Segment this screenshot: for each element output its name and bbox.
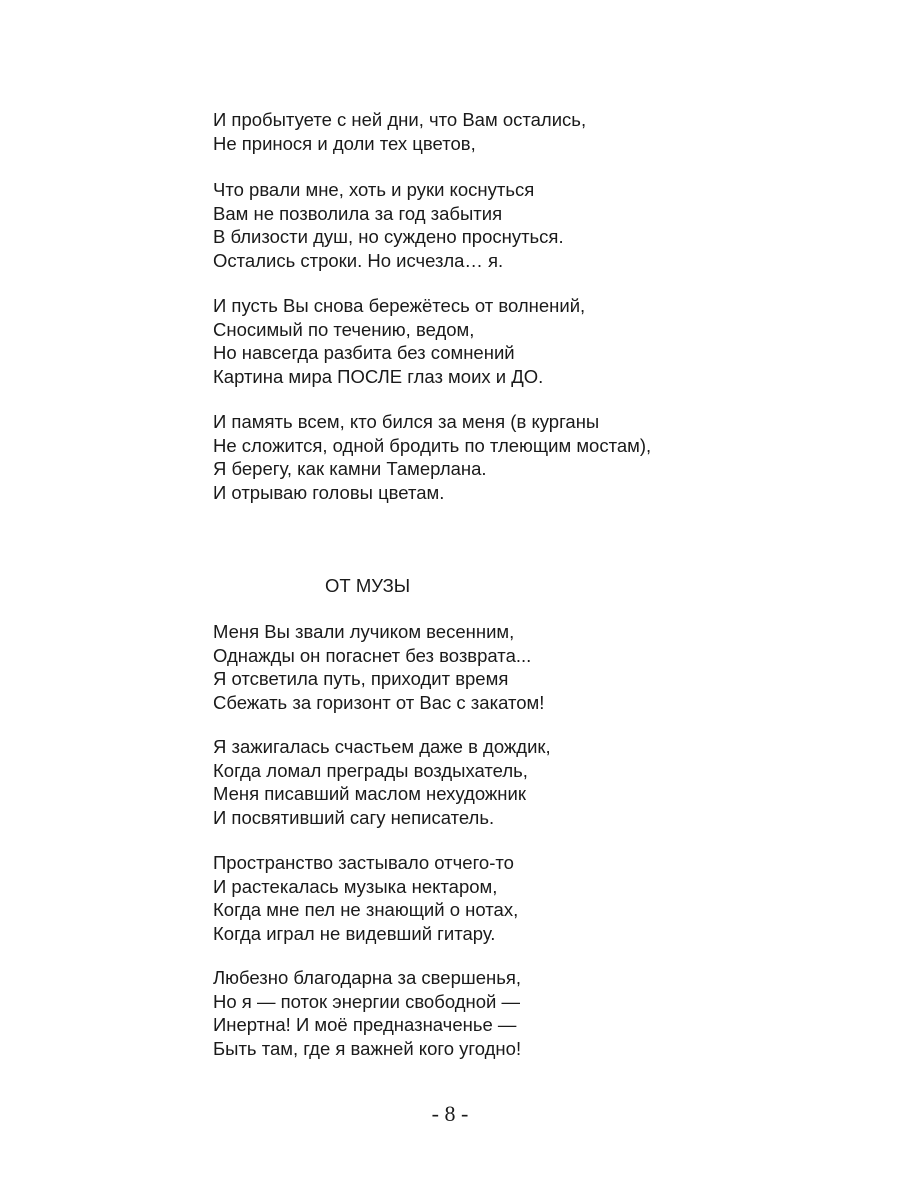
poem-line: И посвятивший сагу неписатель. — [213, 806, 495, 828]
poem-line: Когда мне пел не знающий о нотах, — [213, 899, 519, 920]
poem-line: Пространство застывало отчего-то — [213, 852, 514, 873]
poem-line: Сносимый по течению, ведом, — [213, 318, 475, 340]
poem-line: И растекалась музыка нектаром, — [213, 875, 498, 897]
poem-line: Я берегу, как камни Тамерлана. — [213, 458, 487, 479]
poem-line: Не принося и доли тех цветов, — [213, 132, 476, 154]
poem-line: Остались строки. Но исчезла… я. — [213, 249, 504, 271]
poem-line: Но я — поток энергии свободной — — [213, 990, 520, 1012]
poem2-stanza-1 — [213, 620, 544, 714]
poem-line: Когда играл не видевший гитару. — [213, 922, 496, 944]
poem-line: Меня Вы звали лучиком весенним, — [213, 621, 515, 642]
poem2-stanza-2 — [213, 735, 551, 829]
poem2-stanza-3 — [213, 851, 518, 945]
poem-line: Что рвали мне, хоть и руки коснуться — [213, 179, 535, 200]
poem-line: И пробытуете с ней дни, что Вам остались, — [213, 109, 587, 130]
poem-line: И память всем, кто бился за меня (в курганы — [213, 411, 600, 432]
poem1-stanza-3 — [213, 294, 585, 388]
poem-title: ОТ МУЗЫ — [325, 575, 411, 596]
poem-line: Любезно благодарна за свершенья, — [213, 967, 522, 988]
poem-line: Быть там, где я важней кого угодно! — [213, 1037, 522, 1059]
poem-line: Я зажигалась счастьем даже в дождик, — [213, 736, 551, 757]
poem1-stanza-4 — [213, 410, 651, 504]
poem-line: И отрываю головы цветам. — [213, 481, 445, 503]
poem-line: Меня писавший маслом нехудожник — [213, 783, 526, 804]
poem-line: Когда ломал преграды воздыхатель, — [213, 759, 528, 781]
poem-line: Сбежать за горизонт от Вас с закатом! — [213, 691, 545, 713]
poem-line: Вам не позволила за год забытия — [213, 202, 503, 224]
poem-line: В близости душ, но суждено проснуться. — [213, 226, 564, 247]
poem-line: Не сложится, одной бродить по тлеющим мостам), — [213, 434, 652, 456]
poem-line: Инертна! И моё предназначенье — — [213, 1014, 517, 1035]
page-number: - 8 - — [431, 1101, 469, 1126]
poem-line: Но навсегда разбита без сомнений — [213, 342, 515, 363]
poem1-stanza-1 — [213, 108, 586, 155]
poem-line: И пусть Вы снова бережётесь от волнений, — [213, 295, 586, 316]
poem-line: Картина мира ПОСЛЕ глаз моих и ДО. — [213, 365, 544, 387]
poem-line: Однажды он погаснет без возврата... — [213, 644, 532, 666]
poem1-stanza-2 — [213, 178, 564, 272]
poem-line: Я отсветила путь, приходит время — [213, 668, 509, 689]
poem2-stanza-4 — [213, 966, 521, 1060]
